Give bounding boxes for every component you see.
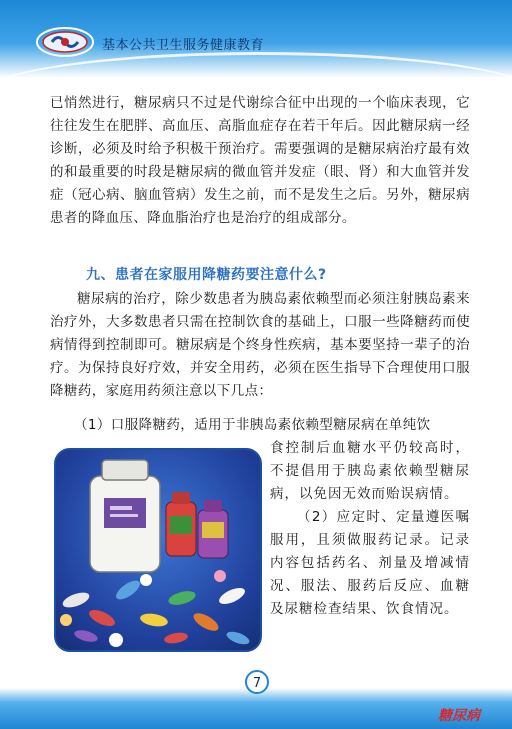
item-1-lead-block (74, 414, 470, 437)
page-number: 7 (245, 670, 269, 694)
paragraph-1-block (50, 92, 470, 230)
section-title: 九、患者在家服用降糖药要注意什么? (86, 267, 327, 283)
paragraph-2-block (50, 288, 470, 403)
medicine-illustration (54, 448, 262, 652)
paragraph-2: 糖尿病的治疗，除少数患者为胰岛素依赖型而必须注射胰岛素来治疗外，大多数患者只需在控制饮食的基础上，口服一些降糖药而使病情得到控制即可。糖尿病是个终身性疾病，基本要坚持一辈子的治疗。为保持良好疗效，并安全用药，必须在医生指导下合理使用口服降糖药，家庭用药须注意以下几点： (50, 291, 470, 399)
item-1-lead: （1）口服降糖药，适用于非胰岛素依赖型糖尿病在单纯饮 (74, 417, 431, 433)
page-header (0, 0, 512, 78)
pills-bottles-icon (56, 450, 260, 650)
header-title: 基本公共卫生服务健康教育 (102, 38, 265, 53)
cdc-logo-icon (34, 22, 96, 60)
side-text-block (270, 437, 470, 621)
paragraph-1: 已悄然进行，糖尿病只不过是代谢综合征中出现的一个临床表现，它往往发生在肥胖、高血压、高脂血症存在若干年后。因此糖尿病一经诊断，必须及时给予积极干预治疗。需要强调的是糖尿病治疗最有效的和最重要的时段是糖尿病的微血管并发症（眼、肾）和大血管并发症（冠心病、脑血管病）发生之前，而不是发生之后。另外，糖尿病患者的降血压、降血脂治疗也是治疗的组成部分。 (50, 95, 470, 226)
corner-brand-mark: 糖尿病 (438, 708, 480, 724)
item-2: （2）应定时、定量遵医嘱服用，且须做服药记录。记录内容包括药名、剂量及增减情况、服法、服药后反应、血糖及尿糖检查结果、饮食情况。 (270, 509, 470, 617)
page-footer (0, 688, 512, 729)
item-1-rest: 食控制后血糖水平仍较高时，不提倡用于胰岛素依赖型糖尿病，以免因无效而贻误病情。 (270, 440, 470, 502)
